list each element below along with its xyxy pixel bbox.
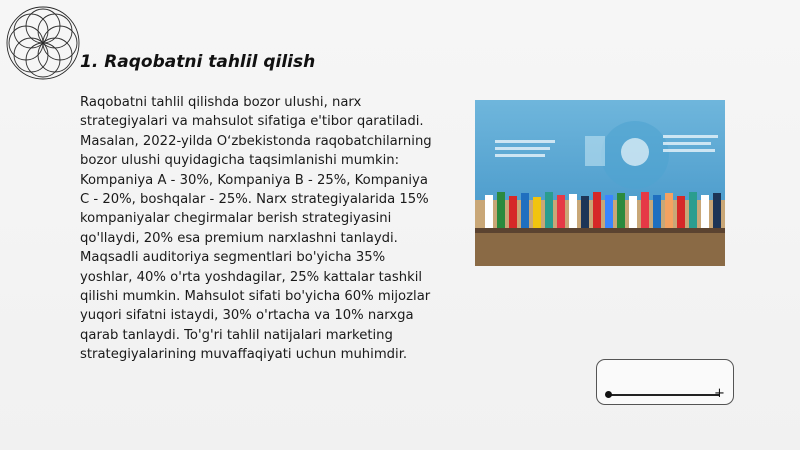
slide-title: 1. Raqobatni tahlil qilish	[80, 52, 316, 72]
circular-ornament-icon	[4, 4, 82, 82]
media-player[interactable]	[596, 359, 734, 405]
body-paragraph: Raqobatni tahlil qilishda bozor ulushi, narx strategiyalari va mahsulot sifatiga e'tibor qaratiladi. Masalan, 2022-yilda Oʻzbekistonda raqobatchilarning bozor ulushi quyidagicha taqsimlanishi mumkin: Kompaniya A - 30%, Kompaniya B - 25%, Kompaniya C - 20%, boshqalar - 25%. Narx strategiyalarida 15% kompaniyalar chegirmalar berish strategiyasini qo'llaydi, 20% esa premium narxlashni tanlaydi. Maqsadli auditoriya segmentlari bo'yicha 35% yoshlar, 40% o'rta yoshdagilar, 25% kattalar tashkil qilishi mumkin. Mahsulot sifati bo'yicha 60% mijozlar yuqori sifatni istaydi, 30% o'rtacha va 10% narxga qarab tanlaydi. To'g'ri tahlil natijalari marketing strategiyalarining muvaffaqiyati uchun muhimdir.	[80, 95, 432, 363]
progress-track[interactable]	[609, 394, 720, 396]
plus-icon[interactable]: +	[714, 386, 725, 401]
play-dot-icon[interactable]	[605, 391, 612, 398]
conference-photo	[475, 100, 725, 266]
